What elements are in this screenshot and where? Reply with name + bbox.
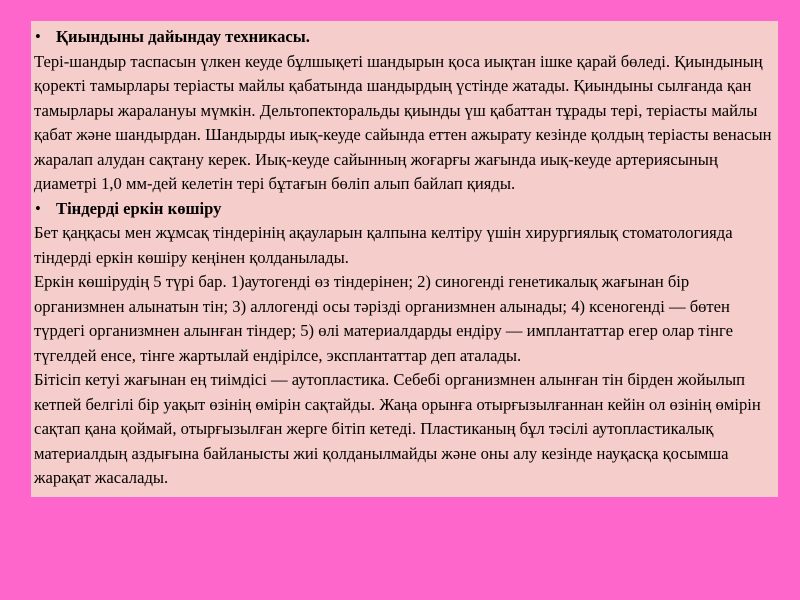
text-block — [31, 21, 778, 497]
paragraph-transfer-types: Еркін көшірудің 5 түрі бар. 1)аутогенді өз тіндерінен; 2) синогенді генетикалық жағынан бір организмнен алынатын тін; 3) аллогенді осы тәрізді организмнен алынады; 4) ксеногенді — бөтен түрдегі организмнен алынған тіндер; 5) өлі материалдарды ендіру — имплантаттар егер олар тінге түгелдей енсе, тінге жартылай ендірілсе, эксплантаттар деп аталады. — [34, 272, 733, 365]
bullet-icon: • — [35, 27, 41, 46]
bullet-icon: • — [35, 198, 41, 218]
paragraph-autoplasty: Бітісіп кетуі жағынан ең тиімдісі — аутопластика. Себебі организмнен алынған тін бірден жойылып кетпей белгілі бір уақыт өзінің өмірін сақтайды. Жаңа орынға отырғызылғаннан кейін ол өзінің өмірін сақтап қана қоймай, отырғызылған жерге бітіп кетеді. Пластиканың бұл тәсілі аутопластикалық материалдың аздығына байланысты жиі қолданылмайды және оны алу кезінде науқасқа қосымша жарақат жасалады. — [34, 370, 761, 487]
heading-text: Тіндерді еркін көшіру — [56, 198, 222, 218]
section-heading-graft-technique — [34, 25, 774, 50]
paragraph-graft-technique: Тері-шандыр таспасын үлкен кеуде бұлшықеті шандырын қоса иықтан ішке қарай бөледі. Қиындының қоректі тамырлары теріасты майлы қабатында шандырдың үстінде жатады. Қиындыны сылғанда қан тамырлары жаралануы мүмкін. Дельтопекторальды қиынды үш қабаттан тұрады тері, теріасты майлы қабат және шандырдан. Шандырды иық-кеуде сайында еттен ажырату кезінде қолдың теріасты венасын жаралап алудан сақтану керек. Иық-кеуде сайынның жоғарғы жағында иық-кеуде артериясының диаметрі 1,0 мм-дей келетін тері бұтағын бөліп алып байлап қияды. — [34, 51, 772, 193]
heading-text: Қиындыны дайындау техникасы. — [56, 27, 310, 46]
section-heading-free-tissue-transfer — [34, 197, 774, 222]
paragraph-intro: Бет қаңқасы мен жұмсақ тіндерінің ақауларын қалпына келтіру үшін хирургиялық стоматологияда тіндерді еркін көшіру кеңінен қолданылады. — [34, 223, 733, 267]
